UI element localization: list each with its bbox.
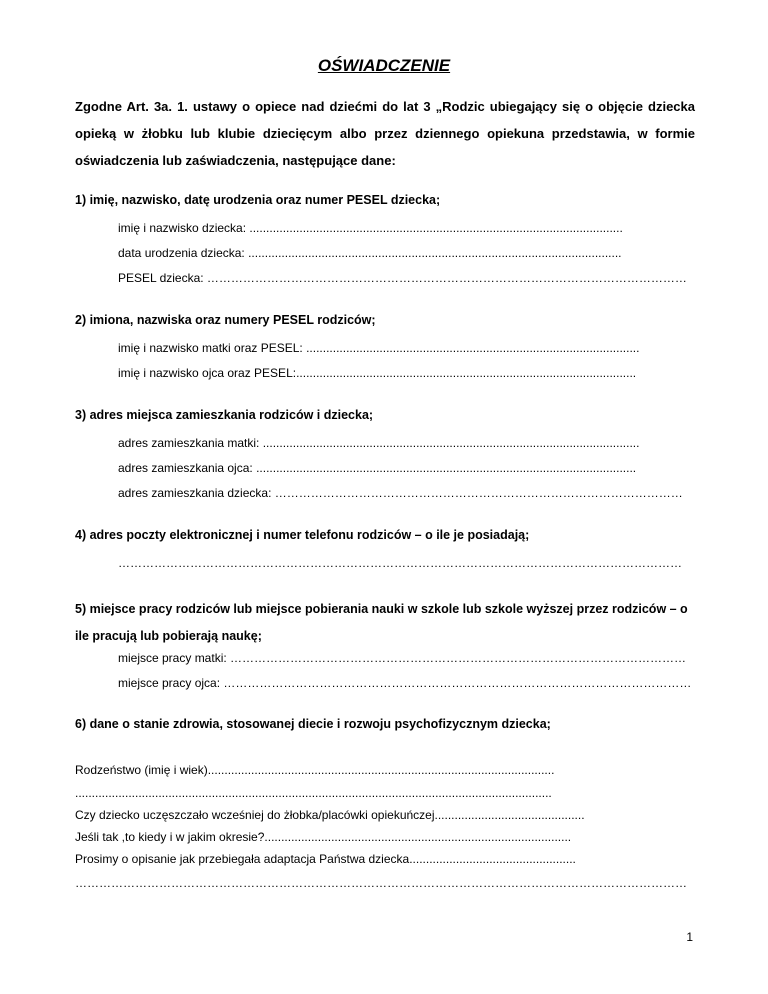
field-mother-name-pesel: imię i nazwisko matki oraz PESEL: .................................................................................................... xyxy=(118,341,640,355)
field-mother-workplace: miejsce pracy matki: …………………………………………………………………………………………………… xyxy=(118,651,687,665)
section-3-heading: 3) adres miejsca zamieszkania rodziców i dziecka; xyxy=(75,408,374,422)
document-title: OŚWIADCZENIE xyxy=(317,56,451,75)
field-child-name: imię i nazwisko dziecka: ................................................................................................................ xyxy=(118,221,623,235)
section-2-heading: 2) imiona, nazwiska oraz numery PESEL rodziców; xyxy=(75,313,376,327)
section-5-heading: 5) miejsce pracy rodziców lub miejsce pobierania nauki w szkole lub szkole wyższej przez rodziców – o ile pracują lub pobierają naukę; xyxy=(75,602,688,643)
field-contact-details: …………………………………………………………………………………………………………………………… xyxy=(118,556,682,570)
field-father-name-pesel: imię i nazwisko ojca oraz PESEL:...................................................................................................... xyxy=(118,366,637,380)
field-father-address: adres zamieszkania ojca: .................................................................................................................. xyxy=(118,461,637,475)
field-siblings: Rodzeństwo (imię i wiek)........................................................................................................ xyxy=(75,763,555,777)
intro-paragraph: Zgodne Art. 3a. 1. ustawy o opiece nad dziećmi do lat 3 „Rodzic ubiegający się o objęcie dziecka opieką w żłobku lub klubie dziecięcym albo przez dziennego opiekuna przedstawia, w formie oświadczenia lub zaświadczenia, następujące dane: xyxy=(75,99,695,168)
field-siblings-continued: ............................................................................................................................................... xyxy=(75,786,552,800)
section-1-heading: 1) imię, nazwisko, datę urodzenia oraz numer PESEL dziecka; xyxy=(75,193,441,207)
field-previous-nursery: Czy dziecko uczęszczało wcześniej do żłobka/placówki opiekuńczej............................................. xyxy=(75,808,585,822)
field-father-workplace: miejsce pracy ojca: ……………………………………………………………………………………………………… xyxy=(118,676,692,690)
field-child-pesel: PESEL dziecka: ………………………………………………………………………………………………………… xyxy=(118,271,687,285)
field-mother-address: adres zamieszkania matki: ................................................................................................................. xyxy=(118,436,640,450)
section-4-heading: 4) adres poczty elektronicznej i numer telefonu rodziców – o ile je posiadają; xyxy=(75,528,530,542)
field-child-address: adres zamieszkania dziecka: ………………………………………………………………………………………… xyxy=(118,486,683,500)
field-nursery-period: Jeśli tak ,to kiedy i w jakim okresie?............................................................................................ xyxy=(75,830,572,844)
field-child-birthdate: data urodzenia dziecka: ................................................................................................................ xyxy=(118,246,622,260)
field-adaptation-continued: ……………………………………………………………………………………………………………………………………… xyxy=(75,876,687,890)
field-adaptation-description: Prosimy o opisanie jak przebiegała adaptacja Państwa dziecka.................................................. xyxy=(75,852,576,866)
page-number: 1 xyxy=(686,930,693,944)
section-6-heading: 6) dane o stanie zdrowia, stosowanej diecie i rozwoju psychofizycznym dziecka; xyxy=(75,717,551,731)
